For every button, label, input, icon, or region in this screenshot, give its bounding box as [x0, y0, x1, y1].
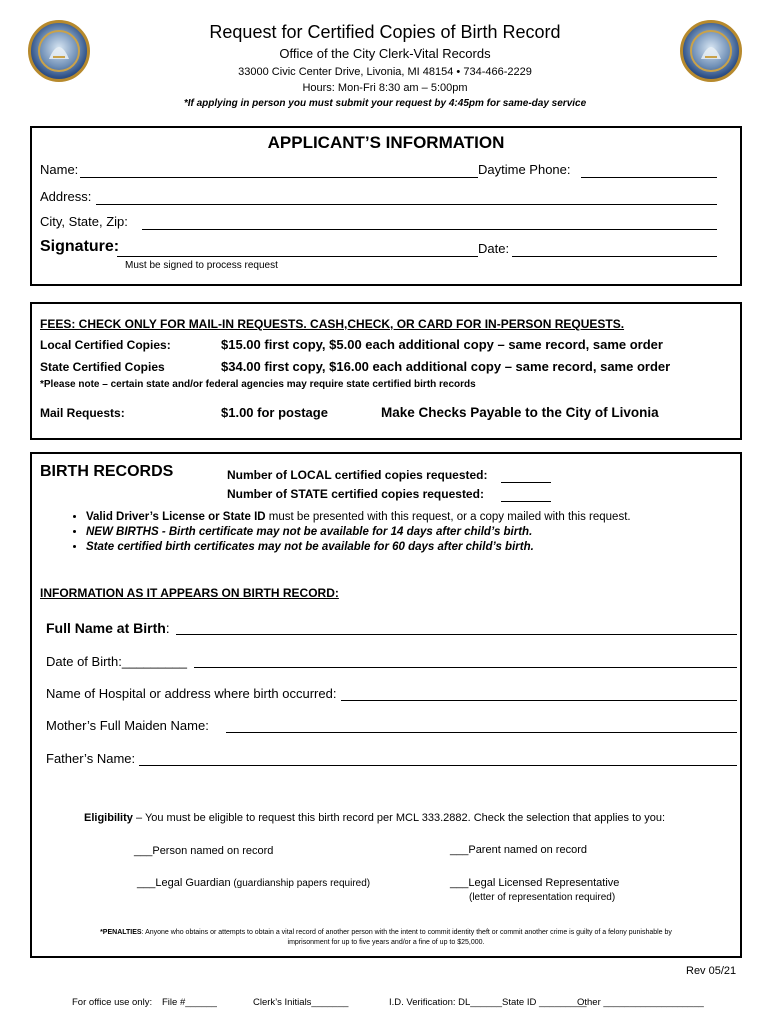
- office-name: Office of the City Clerk-Vital Records: [279, 46, 491, 61]
- phone-label: Daytime Phone:: [478, 162, 571, 177]
- office-hours: Hours: Mon-Fri 8:30 am – 5:00pm: [302, 82, 468, 94]
- file-number-field: File #______: [162, 997, 217, 1008]
- father-name-field[interactable]: [139, 765, 737, 766]
- option-parent-on-record[interactable]: ___Parent named on record: [450, 844, 587, 856]
- full-name-label: Full Name at Birth:: [46, 620, 170, 636]
- father-name-label: Father’s Name:: [46, 751, 136, 766]
- list-item: • State certified birth certificates may not be available for 60 days after child’s birth.: [86, 541, 728, 553]
- address-field[interactable]: [96, 204, 717, 205]
- local-count-field[interactable]: [501, 482, 551, 483]
- other-field: Other ___________________: [577, 997, 704, 1008]
- state-count-label: Number of STATE certified copies requested:: [227, 487, 484, 501]
- date-field[interactable]: [512, 256, 717, 257]
- clerk-initials-field: Clerk’s Initials_______: [253, 997, 349, 1008]
- option-legal-representative[interactable]: ___Legal Licensed Representative: [450, 877, 620, 889]
- local-count-label: Number of LOCAL certified copies requested:: [227, 468, 488, 482]
- representation-note: (letter of representation required): [469, 892, 616, 903]
- local-copies-price: $15.00 first copy, $5.00 each additional copy – same record, same order: [221, 337, 663, 352]
- applicant-heading: APPLICANT’S INFORMATION: [267, 133, 505, 152]
- eligibility-text: Eligibility – You must be eligible to request this birth record per MCL 333.2882. Check the selection that applies to you:: [84, 812, 666, 824]
- birth-records-heading: BIRTH RECORDS: [40, 463, 174, 480]
- hospital-label: Name of Hospital or address where birth occurred:: [46, 686, 337, 701]
- payable-note: Make Checks Payable to the City of Livonia: [381, 405, 659, 420]
- list-item: • Valid Driver’s License or State ID must be presented with this request, or a copy mailed with this request.: [86, 511, 728, 523]
- name-label: Name:: [40, 162, 79, 177]
- phone-field[interactable]: [581, 177, 717, 178]
- city-state-zip-field[interactable]: [142, 229, 717, 230]
- option-legal-guardian: ___Legal Guardian (guardianship papers required): [137, 877, 371, 889]
- option-person-on-record[interactable]: ___Person named on record: [134, 845, 274, 857]
- city-state-zip-label: City, State, Zip:: [40, 214, 128, 229]
- list-item: • NEW BIRTHS - Birth certificate may not be available for 14 days after child’s birth.: [86, 526, 728, 538]
- same-day-notice: *If applying in person you must submit your request by 4:45pm for same-day service: [183, 98, 587, 109]
- dob-field[interactable]: [194, 667, 737, 668]
- penalties-notice: *PENALTIES: Anyone who obtains or attempts to obtain a vital record of another person with the intent to commit identity theft or commit another crime is guilty of a felony punishable by imprisonment for up to five years and/or a fine of up to $25,000.: [100, 929, 672, 946]
- state-count-field[interactable]: [501, 501, 551, 502]
- full-name-field[interactable]: [176, 634, 737, 635]
- date-label: Date:: [478, 241, 510, 256]
- form-title: Request for Certified Copies of Birth Record: [209, 22, 561, 42]
- mail-requests-label: Mail Requests:: [40, 406, 125, 420]
- signature-note: Must be signed to process request: [125, 260, 278, 271]
- hospital-field[interactable]: [341, 700, 737, 701]
- address-label: Address:: [40, 189, 92, 204]
- name-field[interactable]: [80, 177, 478, 178]
- revision-label: Rev 05/21: [686, 965, 737, 977]
- requirements-list: [68, 511, 728, 556]
- postage-price: $1.00 for postage: [221, 405, 328, 420]
- info-heading: INFORMATION AS IT APPEARS ON BIRTH RECORD:: [40, 586, 339, 600]
- signature-label: Signature:: [40, 238, 120, 255]
- local-copies-label: Local Certified Copies:: [40, 338, 171, 352]
- dob-label: Date of Birth:_________: [46, 654, 187, 669]
- state-copies-label: State Certified Copies: [40, 360, 165, 374]
- mother-name-label: Mother’s Full Maiden Name:: [46, 718, 209, 733]
- state-copies-price: $34.00 first copy, $16.00 each additional copy – same record, same order: [221, 359, 671, 374]
- state-records-note: *Please note – certain state and/or federal agencies may require state certified birth records: [40, 379, 476, 390]
- id-verification-field: I.D. Verification: DL______State ID _________: [389, 997, 587, 1008]
- office-address: 33000 Civic Center Drive, Livonia, MI 48154 • 734-466-2229: [238, 66, 532, 78]
- office-use-label: For office use only:: [72, 997, 153, 1008]
- signature-field[interactable]: [117, 256, 478, 257]
- mother-name-field[interactable]: [226, 732, 737, 733]
- fees-heading: FEES: CHECK ONLY FOR MAIL-IN REQUESTS. CASH,CHECK, OR CARD FOR IN-PERSON REQUESTS.: [40, 317, 625, 331]
